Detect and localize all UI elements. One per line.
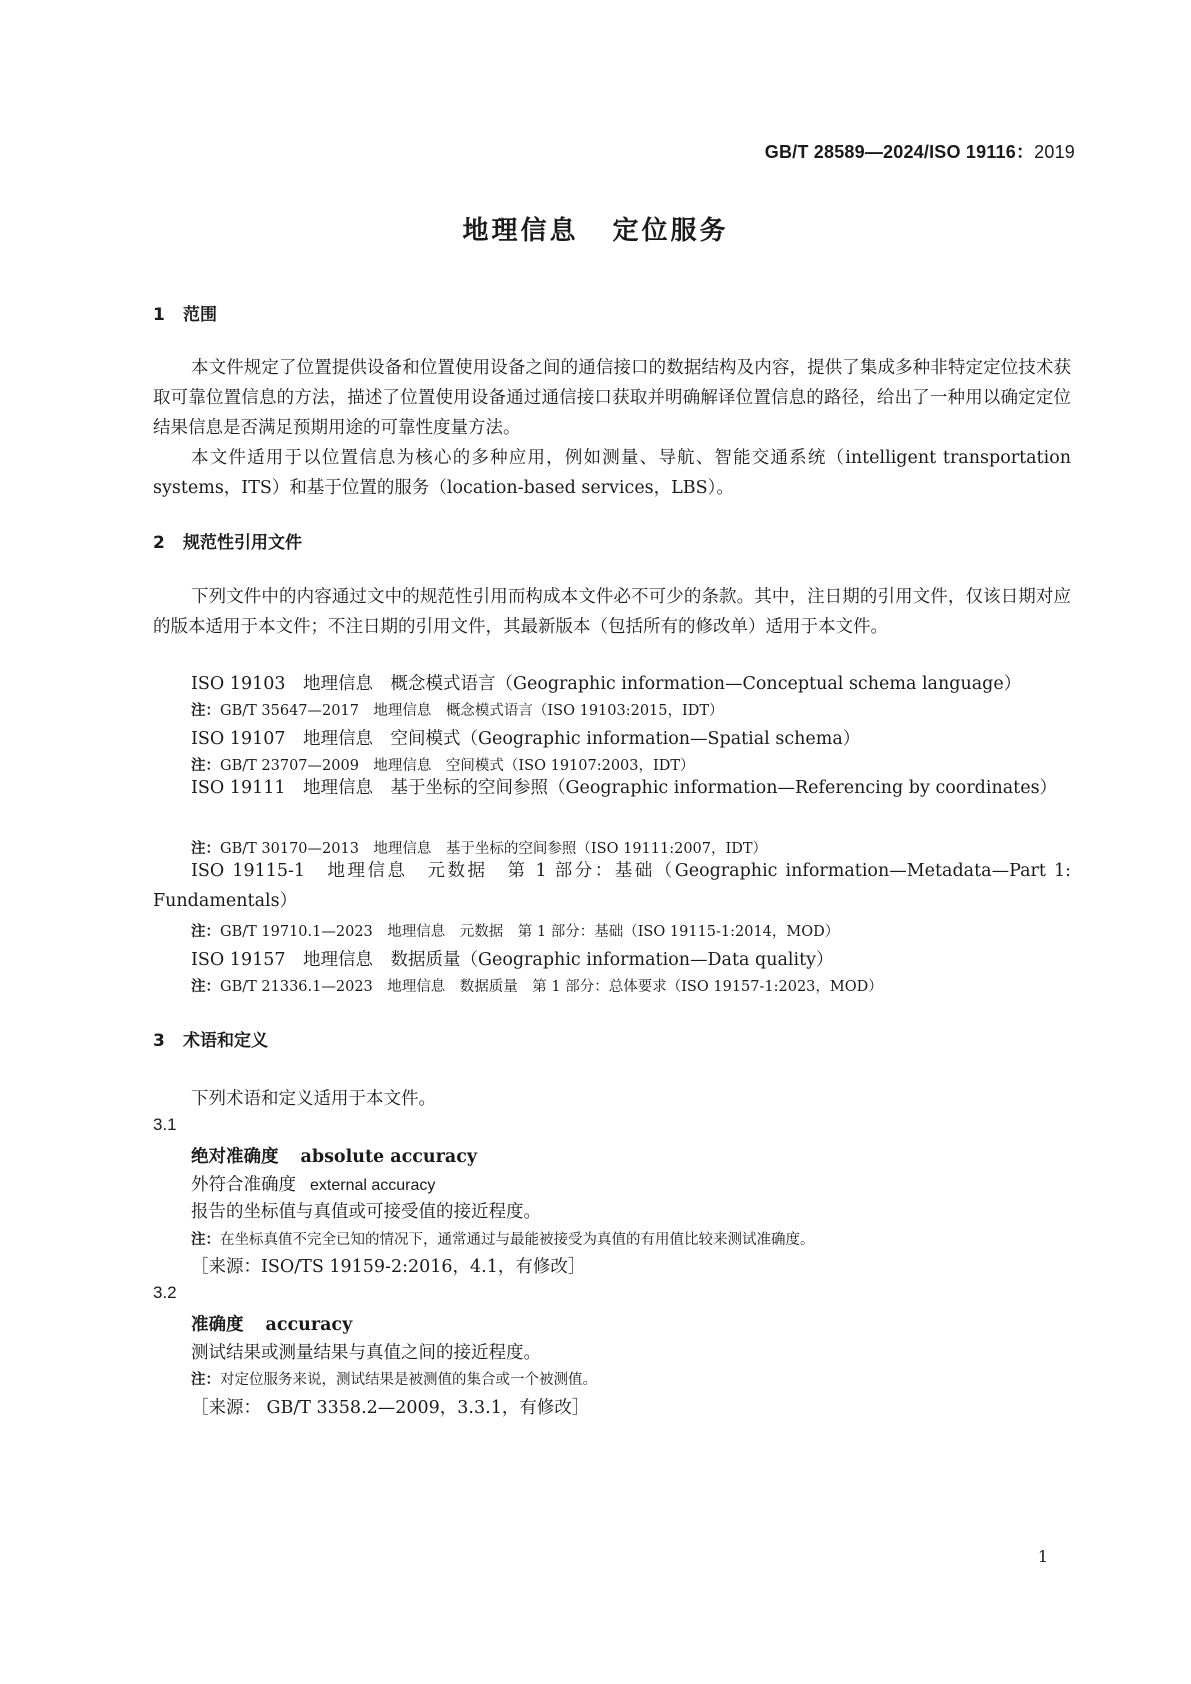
section-number: 3 xyxy=(153,1031,165,1051)
term-english: absolute accuracy xyxy=(300,1147,478,1167)
reference-iso-19107: ISO 19107 地理信息 空间模式（Geographic information—Spatial schema） xyxy=(191,729,861,749)
note-label: 注： xyxy=(191,924,220,940)
page-number: 1 xyxy=(1037,1547,1048,1566)
note-label: 注： xyxy=(191,703,220,719)
reference-iso-19111: ISO 19111 地理信息 基于坐标的空间参照（Geographic information—Referencing by coordinates） xyxy=(191,778,1058,798)
note-label: 注： xyxy=(191,758,220,774)
reference-iso-19115-1: ISO 19115-1 地理信息 元数据 第 1 部分：基础（Geographic information—Metadata—Part 1: Fundamentals） xyxy=(153,861,1071,911)
terms-intro: 下列术语和定义适用于本文件。 xyxy=(191,1089,436,1109)
term-note xyxy=(191,1228,815,1249)
section-heading-normative-references xyxy=(153,528,302,553)
note-label: 注： xyxy=(191,1372,220,1388)
standard-year: 2019 xyxy=(1034,142,1075,162)
term-definition: 测试结果或测量结果与真值之间的接近程度。 xyxy=(191,1343,541,1363)
reference-note xyxy=(191,754,695,775)
section-title: 范围 xyxy=(183,305,217,325)
term-english: accuracy xyxy=(265,1315,353,1335)
note-text: GB/T 19710.1—2023 地理信息 元数据 第 1 部分：基础（ISO 19115-1:2014，MOD） xyxy=(220,924,840,940)
section-heading-terms xyxy=(153,1026,268,1051)
admitted-term-chinese: 外符合准确度 xyxy=(191,1175,296,1195)
term-note xyxy=(191,1368,597,1389)
term-source: ［来源：ISO/TS 19159-2:2016，4.1，有修改］ xyxy=(191,1257,586,1277)
term-heading xyxy=(191,1143,477,1168)
scope-paragraph-1: 本文件规定了位置提供设备和位置使用设备之间的通信接口的数据结构及内容，提供了集成多种非特定定位技术获取可靠位置信息的方法，描述了位置使用设备通过通信接口获取并明确解译位置信息的路径，给出了一种用以确定定位结果信息是否满足预期用途的可靠性度量方法。 xyxy=(153,358,1071,438)
term-chinese: 绝对准确度 xyxy=(191,1147,279,1167)
note-text: GB/T 35647—2017 地理信息 概念模式语言（ISO 19103:2015，IDT） xyxy=(220,703,724,719)
standard-code xyxy=(765,138,1075,164)
note-text: 在坐标真值不完全已知的情况下，通常通过与最能被接受为真值的有用值比较来测试准确度。 xyxy=(220,1232,815,1248)
section-number: 1 xyxy=(153,305,165,325)
reference-note xyxy=(191,837,767,858)
note-label: 注： xyxy=(191,1232,220,1248)
standard-number: GB/T 28589—2024/ISO 19116 xyxy=(764,142,1016,162)
note-label: 注： xyxy=(191,979,220,995)
note-text: 对定位服务来说，测试结果是被测值的集合或一个被测值。 xyxy=(220,1372,597,1388)
scope-paragraph-2: 本文件适用于以位置信息为核心的多种应用，例如测量、导航、智能交通系统（intelligent transportation systems，ITS）和基于位置的服务（location-based services，LBS）。 xyxy=(153,448,1071,498)
reference-note xyxy=(191,975,883,996)
standard-year-separator: ： xyxy=(1015,142,1035,162)
section-number: 2 xyxy=(153,533,165,553)
section-title: 规范性引用文件 xyxy=(183,533,302,553)
term-chinese: 准确度 xyxy=(191,1315,244,1335)
normative-intro-paragraph: 下列文件中的内容通过文中的规范性引用而构成本文件必不可少的条款。其中，注日期的引用文件，仅该日期对应的版本适用于本文件；不注日期的引用文件，其最新版本（包括所有的修改单）适用于本文件。 xyxy=(153,587,1071,637)
term-number: 3.2 xyxy=(153,1283,177,1302)
note-text: GB/T 21336.1—2023 地理信息 数据质量 第 1 部分：总体要求（ISO 19157-1:2023，MOD） xyxy=(220,979,883,995)
title-part-1: 地理信息 xyxy=(462,216,579,246)
term-admitted xyxy=(191,1171,435,1196)
term-number: 3.1 xyxy=(153,1115,177,1134)
section-title: 术语和定义 xyxy=(183,1031,268,1051)
note-text: GB/T 23707—2009 地理信息 空间模式（ISO 19107:2003，IDT） xyxy=(220,758,695,774)
term-definition: 报告的坐标值与真值或可接受值的接近程度。 xyxy=(191,1202,541,1222)
reference-iso-19157: ISO 19157 地理信息 数据质量（Geographic information—Data quality） xyxy=(191,950,834,970)
section-heading-scope xyxy=(153,300,217,325)
reference-iso-19103: ISO 19103 地理信息 概念模式语言（Geographic information—Conceptual schema language） xyxy=(191,674,1022,694)
note-text: GB/T 30170—2013 地理信息 基于坐标的空间参照（ISO 19111:2007，IDT） xyxy=(220,841,768,857)
term-heading xyxy=(191,1311,352,1336)
reference-note xyxy=(191,920,839,941)
reference-note xyxy=(191,699,724,720)
title-part-2: 定位服务 xyxy=(612,216,729,246)
note-label: 注： xyxy=(191,841,220,857)
document-title xyxy=(0,210,1191,247)
term-source: ［来源： GB/T 3358.2—2009，3.3.1，有修改］ xyxy=(191,1398,590,1418)
admitted-term-english: external accuracy xyxy=(310,1177,436,1194)
